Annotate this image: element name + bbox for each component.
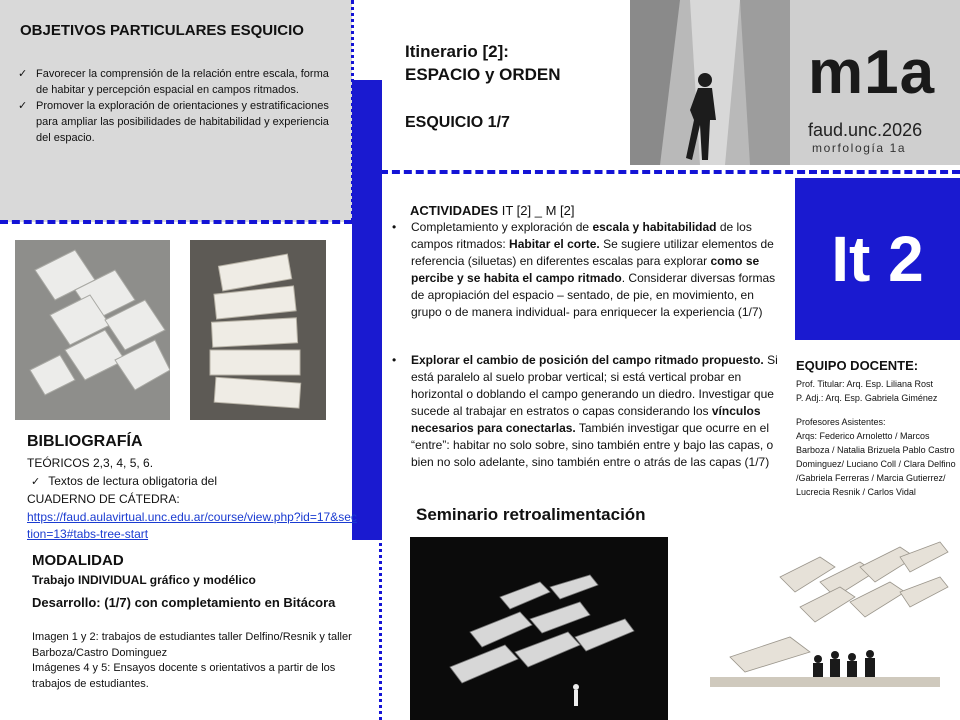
- divider-top: [380, 170, 960, 174]
- teoricos-line: TEÓRICOS 2,3, 4, 5, 6.: [27, 456, 154, 470]
- credit-line: Imágenes 4 y 5: Ensayos docente s orientativos a partir de los trabajos de estudiantes.: [32, 662, 336, 690]
- logo-year: faud.unc.2026: [808, 120, 923, 140]
- activity-item-1: • Completamiento y exploración de escala y habitabilidad de los campos ritmados: Habitar el corte. Se sugiere utilizar elementos de referencia (siluetas) en diferentes escalas para explorar como se percibe y se habita el campo ritmado. Considerar diversas formas de apropiación del espacio – sentado, de pie, en movimiento, en grupo o de manera individual- para enriquecer la experiencia (1/7): [392, 220, 776, 319]
- modalidad-title: MODALIDAD: [32, 552, 124, 569]
- divider-left: [0, 220, 352, 224]
- cuaderno-line: CUADERNO DE CÁTEDRA:: [27, 492, 180, 506]
- model-photo-dark: [410, 537, 668, 720]
- textos-line: ✓ Textos de lectura obligatoria del: [31, 473, 217, 488]
- objective-item: ✓ Promover la exploración de orientaciones y estratificaciones para ampliar las posibilidades de habitabilidad y experiencia del espacio.: [18, 98, 338, 146]
- modalidad-desarrollo: Desarrollo: (1/7) con completamiento en Bitácora: [32, 595, 336, 610]
- activities-tag: IT [2] _ M [2]: [501, 203, 575, 218]
- itinerary-heading: [405, 40, 561, 86]
- team-titular: Prof. Titular: Arq. Esp. Liliana Rost: [796, 379, 934, 389]
- team-assistants: Arqs: Federico Arnoletto / Marcos Barboza / Natalia Brizuela Pablo Castro Dominguez/ Luciano Coll / Clara Delfino /Gabriela Ferreras / Marcia Gutierrez/ Lucrecia Resnik / Carlos Vidal: [796, 431, 956, 497]
- itinerary-label: Itinerario [2]:: [405, 42, 509, 61]
- team-assistants-label: Profesores Asistentes:: [796, 417, 886, 427]
- bullet-icon: •: [392, 220, 397, 234]
- logo-subtitle: morfología 1a: [812, 141, 907, 155]
- bibliography-title: BIBLIOGRAFÍA: [27, 433, 143, 450]
- activity-item-2: • Explorar el cambio de posición del campo ritmado propuesto. Si está paralelo al suelo probar vertical; si está vertical probar en horizontal o doblando el campo generando un diedro. Investigar que sucede al trabajar en estratos o capas considerando los vínculos necesarios para conectarlas. También investigar que ocurre en el “entre”: habitar no solo sobre, sino también entre y bajo las capas, o bien no solo adelante, sino también entre o atrás de las capas (1/7): [392, 353, 778, 469]
- objectives-title: OBJETIVOS PARTICULARES ESQUICIO: [20, 22, 304, 39]
- team-title: EQUIPO DOCENTE:: [796, 358, 919, 373]
- checkmark-icon: ✓: [31, 475, 41, 488]
- bullet-icon: •: [392, 353, 397, 367]
- course-logo: [790, 0, 960, 165]
- itinerary-badge: It 2: [795, 178, 960, 340]
- team-adjunto: P. Adj.: Arq. Esp. Gabriela Giménez: [796, 393, 938, 403]
- silhouette-photo: [630, 0, 790, 165]
- credit-line: Imagen 1 y 2: trabajos de estudiantes taller Delfino/Resnik y taller Barboza/Castro Dominguez: [32, 631, 352, 659]
- student-model-photo-1: [15, 240, 170, 420]
- logo-mark: m1a: [808, 38, 936, 107]
- esquicio-label: ESQUICIO 1/7: [405, 114, 510, 131]
- objective-item: ✓ Favorecer la comprensión de la relación entre escala, forma de habitar y percepción espacial en campos ritmados.: [18, 66, 338, 98]
- itinerary-theme: ESPACIO y ORDEN: [405, 65, 561, 84]
- team-list: [796, 377, 960, 499]
- objectives-list: [18, 66, 338, 146]
- activities-title: ACTIVIDADES IT [2] _ M [2]: [410, 203, 575, 218]
- cuaderno-link[interactable]: https://faud.aulavirtual.unc.edu.ar/course/view.php?id=17&section=13#tabs-tree-start: [27, 509, 357, 541]
- seminar-title: Seminario retroalimentación: [416, 505, 646, 524]
- image-credits: [32, 630, 352, 692]
- modalidad-type: Trabajo INDIVIDUAL gráfico y modélico: [32, 573, 256, 587]
- student-model-photo-2: [190, 240, 326, 420]
- model-photo-figures: [700, 537, 950, 702]
- bibliography-block: [27, 455, 357, 544]
